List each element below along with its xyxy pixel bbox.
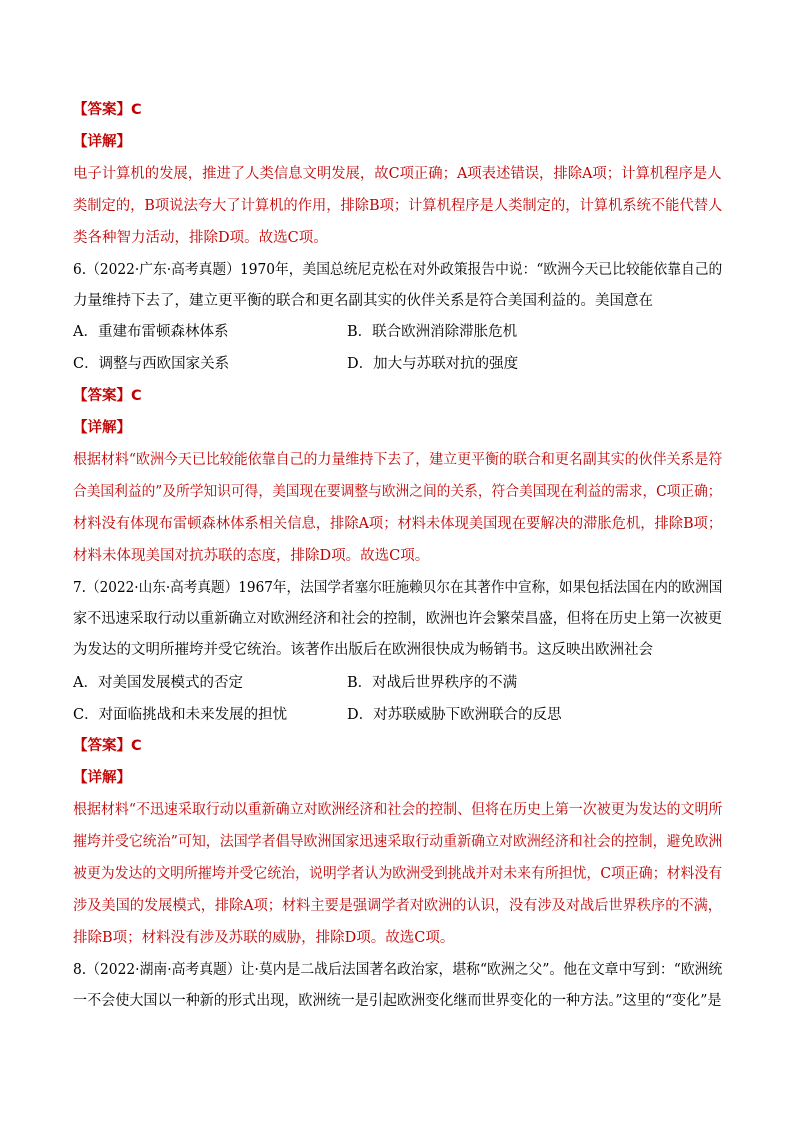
question-8-stem-line-1: 8.（2022·湖南·高考真题）让·莫内是二战后法国著名政治家，堪称“欧洲之父”。他在文章中写到：“欧洲统 <box>73 962 723 978</box>
question-6-option-b: B．联合欧洲消除滞胀危机 <box>347 324 518 340</box>
question-7-stem-line-2: 家不迅速采取行动以重新确立对欧洲经济和社会的控制，欧洲也许会繁荣昌盛，但将在历史上第一次被更 <box>73 611 722 627</box>
explanation-q7-line-2: 摧垮并受它统治”可知，法国学者倡导欧洲国家迅速采取行动重新确立对欧洲经济和社会的控制，避免欧洲 <box>73 834 723 850</box>
answer-tag-q5: 【答案】C <box>73 102 142 118</box>
question-7-stem-line-1: 7.（2022·山东·高考真题）1967年，法国学者塞尔旺施赖贝尔在其著作中宣称，如果包括法国在内的欧洲国 <box>73 580 723 596</box>
question-6-option-c: C．调整与西欧国家关系 <box>73 356 230 372</box>
question-7-stem-line-3: 为发达的文明所摧垮并受它统治。该著作出版后在欧洲很快成为畅销书。这反映出欧洲社会 <box>73 642 653 658</box>
question-7-option-a: A．对美国发展模式的否定 <box>73 675 243 691</box>
question-6-option-a: A．重建布雷顿森林体系 <box>73 324 229 340</box>
explanation-q5-line-3: 类各种智力活动，排除D项。故选C项。 <box>73 230 328 246</box>
detail-tag-q5: 【详解】 <box>73 134 131 150</box>
explanation-q6-line-2: 合美国利益的”及所学知识可得，美国现在要调整与欧洲之间的关系，符合美国现在利益的需求，C项正确； <box>73 484 722 500</box>
answer-tag-q6: 【答案】C <box>73 388 142 404</box>
detail-tag-q7: 【详解】 <box>73 770 131 786</box>
question-8-stem-line-2: 一不会使大国以一种新的形式出现，欧洲统一是引起欧洲变化继而世界变化的一种方法。”这里的“变化”是 <box>73 993 722 1009</box>
explanation-q7-line-3: 被更为发达的文明所摧垮并受它统治，说明学者认为欧洲受到挑战并对未来有所担忧，C项正确；材料没有 <box>73 866 723 882</box>
question-7-option-b: B．对战后世界秩序的不满 <box>347 675 518 691</box>
explanation-q6-line-1: 根据材料“欧洲今天已比较能依靠自己的力量维持下去了，建立更平衡的联合和更名副其实的伙伴关系是符 <box>73 452 723 468</box>
question-7-option-d: D．对苏联威胁下欧洲联合的反思 <box>347 707 562 723</box>
question-6-option-d: D．加大与苏联对抗的强度 <box>347 356 519 372</box>
explanation-q5-line-2: 类制定的，B项说法夸大了计算机的作用，排除B项；计算机程序是人类制定的，计算机系统不能代替人 <box>73 198 723 214</box>
explanation-q7-line-5: 排除B项；材料没有涉及苏联的威胁，排除D项。故选C项。 <box>73 930 455 946</box>
explanation-q6-line-4: 材料未体现美国对抗苏联的态度，排除D项。故选C项。 <box>73 548 430 564</box>
explanation-q5-line-1: 电子计算机的发展，推进了人类信息文明发展，故C项正确；A项表述错误，排除A项；计算机程序是人 <box>73 166 722 182</box>
detail-tag-q6: 【详解】 <box>73 420 131 436</box>
explanation-q7-line-4: 涉及美国的发展模式，排除A项；材料主要是强调学者对欧洲的认识，没有涉及对战后世界秩序的不满， <box>73 898 722 914</box>
question-6-stem-line-2: 力量维持下去了，建立更平衡的联合和更名副其实的伙伴关系是符合美国利益的。美国意在 <box>73 293 653 309</box>
explanation-q6-line-3: 材料没有体现布雷顿森林体系相关信息，排除A项；材料未体现美国现在要解决的滞胀危机，排除B项； <box>73 516 723 532</box>
question-7-option-c: C．对面临挑战和未来发展的担忧 <box>73 707 288 723</box>
explanation-q7-line-1: 根据材料“不迅速采取行动以重新确立对欧洲经济和社会的控制、但将在历史上第一次被更为发达的文明所 <box>73 802 723 818</box>
answer-tag-q7: 【答案】C <box>73 738 142 754</box>
question-6-stem-line-1: 6.（2022·广东·高考真题）1970年，美国总统尼克松在对外政策报告中说：“欧洲今天已比较能依靠自己的 <box>73 262 723 278</box>
